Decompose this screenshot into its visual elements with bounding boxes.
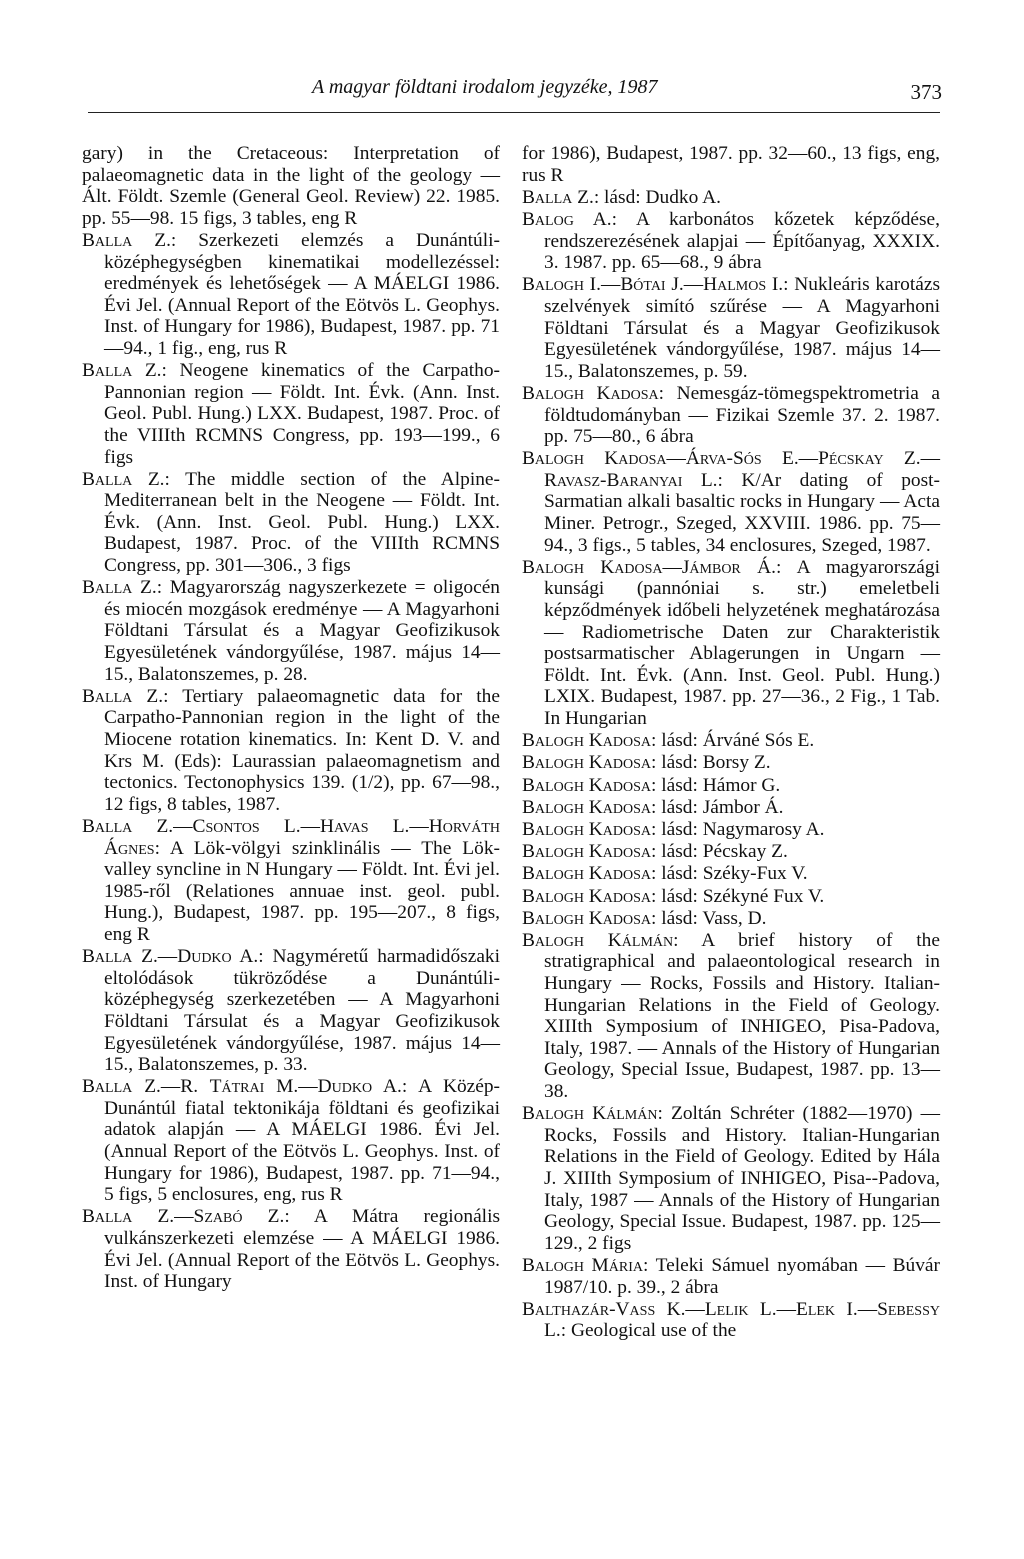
bibliography-entry [522,908,940,930]
entry-text: : Nemesgáz-tömegspektrometria a földtudományban — Fizikai Szemle 37. 2. 1987. pp. 75—80., 6 ábra [544,382,940,448]
bibliography-entry [82,1076,500,1206]
bibliography-entry [522,557,940,730]
bibliography-entry [522,730,940,752]
bibliography-entry [82,816,500,946]
entry-author: Balla Z.—Csontos L.—Havas L.—Horváth Ágnes [82,815,500,859]
entry-text: : lásd: Dudko A. [593,186,721,208]
bibliography-entry [522,797,940,819]
entry-author: Balogh I.—Bótai J.—Halmos I. [522,274,784,296]
bibliography-entry [522,1103,940,1254]
running-title: A magyar földtani irodalom jegyzéke, 1987 [312,76,658,98]
right-column [522,143,940,1343]
entry-author: Balogh Kadosa—Jámbor Á. [522,556,776,578]
bibliography-entry [522,841,940,863]
entry-author: Balla Z. [82,468,165,490]
entry-text: : Nagyméretű harmadidőszaki eltolódások tükröződése a Dunántúli-középhegység szerkezetében — A Magyarhoni Földtani Társulat és a Magyar Geofizikusok Egyesületének vándorgyűlése, 1987. május 14—15., Balatonszemes, p. 33. [104,946,501,1076]
entry-author: Balog A. [522,208,612,230]
entry-text: for 1986), Budapest, 1987. pp. 32—60., 13 figs, eng, rus R [522,143,940,186]
entry-author: Balogh Mária [522,1254,643,1276]
entry-author: Balla Z. [82,229,171,251]
bibliography-entry [522,209,940,274]
entry-author: Balla Z. [82,577,157,599]
bibliography-entry [522,1299,940,1342]
entry-text: : Neogene kinematics of the Carpatho-Pannonian region — Földt. Int. Évk. (Ann. Inst. Geol. Publ. Hung.) LXX. Budapest, 1987. Proc. of the VIIIth RCMNS Congress, pp. 193—199., 6 figs [104,360,500,468]
header-rule [88,112,940,113]
entry-text: : Teleki Sámuel nyomában — Búvár 1987/10. p. 39., 2 ábra [544,1254,940,1298]
bibliography-entry [82,469,500,577]
bibliography-entry [522,187,940,209]
entry-text: : lásd: Borsy Z. [651,752,771,774]
bibliography-entry [82,360,500,468]
entry-text: : lásd: Nagymarosy A. [651,818,825,840]
entry-author: Balogh Kadosa [522,774,652,796]
bibliography-entry [522,775,940,797]
entry-author: Balla Z. [82,360,162,382]
entry-text: : lásd: Hámor G. [651,774,781,796]
entry-text: : lásd: Jámbor Á. [651,796,784,818]
entry-author: Balogh Kadosa [522,863,652,885]
bibliography-entry [522,274,940,382]
bibliography-entry [82,143,500,229]
entry-text: : Szerkezeti elemzés a Dunántúli-középhegységben kinematikai modellezéssel: eredmények és lehetőségek — A MÁELGI 1986. Évi Jel. (Annual Report of the Eötvös L. Geophys. Inst. of Hungary for 1986), Budapest, 1987. pp. 71—94., 1 fig., eng, rus R [104,229,500,359]
entry-text: : A magyarországi kunsági (pannóniai s. str.) emeletbeli képződmények időbeli helyzetének meghatározása — Radiometrische Daten zur Charakteristik postsarmatischer Ablagerungen in Ungarn — Földt. Int. Évk. (Ann. Inst. Geol. Publ. Hung.) LXIX. Budapest, 1987. pp. 27—36., 2 Fig., 1 Tab. In Hungarian [544,556,940,729]
bibliography-entry [82,1206,500,1292]
entry-text: : Geological use of the [560,1320,737,1342]
entry-author: Balogh Kadosa [522,907,652,929]
entry-author: Balogh Kálmán [522,1103,658,1125]
bibliography-entry [522,1255,940,1298]
entry-text: : lásd: Vass, D. [651,907,767,929]
entry-author: Balla Z.—R. Tátrai M.—Dudko A. [82,1076,402,1098]
bibliography-entry [522,143,940,186]
entry-author: Balla Z.—Dudko A. [82,946,259,968]
entry-author: Balogh Kadosa—Árva-Sós E.—Pécskay Z.—Ravasz-Baranyai L. [522,448,940,491]
entry-text: : lásd: Pécskay Z. [651,841,788,863]
entry-text: gary) in the Cretaceous: Interpretation of palaeomagnetic data in the light of the geology — Ált. Földt. Szemle (General Geol. Review) 22. 1985. pp. 55—98. 15 figs, 3 tables, eng R [82,143,500,229]
entry-text: : lásd: Széky-Fux V. [651,863,808,885]
entry-text: : Magyarország nagyszerkezete = oligocén és miocén mozgások eredménye — A Magyarhoni Földtani Társulat és a Magyar Geofizikusok Egyesületének vándorgyűlése, 1987. május 14—15., Balatonszemes, p. 28. [104,577,500,685]
entry-author: Balla Z. [82,685,164,707]
entry-author: Balla Z.—Szabó Z. [82,1206,285,1228]
entry-author: Balogh Kadosa [522,885,652,907]
bibliography-entry [522,930,940,1103]
bibliography-entry [522,448,940,556]
entry-author: Balla Z. [522,186,594,208]
bibliography-entry [522,752,940,774]
page-number: 373 [910,80,942,104]
entry-author: Balogh Kadosa [522,841,652,863]
bibliography-entry [522,863,940,885]
entry-text: : A karbonátos kőzetek képződése, rendszerezésének alapjai — Építőanyag, XXXIX. 3. 1987. pp. 65—68., 9 ábra [544,208,940,274]
entry-author: Balogh Kadosa [522,752,652,774]
entry-text: : Zoltán Schréter (1882—1970) — Rocks, Fossils and History. Italian-Hungarian Relations in the Field of Geology. Edited by Hála J. XIIIth Symposium of INHIGEO, Pisa--Padova, Italy, 1987 — Annals of the History of Hungarian Geology, Special Issue. Budapest, 1987. pp. 125—129., 2 figs [544,1103,940,1254]
entry-author: Balogh Kadosa [522,730,652,752]
bibliography-entry [82,230,500,360]
entry-author: Balogh Kálmán [522,929,674,951]
page-header [82,76,942,112]
entry-text: : lásd: Árváné Sós E. [651,730,815,752]
entry-author: Balogh Kadosa [522,796,652,818]
entry-text: : A Lök-völgyi szinklinális — The Lök-valley syncline in N Hungary — Földt. Int. Évi jel. 1985-ről (Relationes annuae inst. geol. publ. Hung.), Budapest, 1987. pp. 195—207., 8 figs, eng R [104,837,500,945]
entry-text: : The middle section of the Alpine-Mediterranean belt in the Neogene — Földt. Int. Évk. (Ann. Inst. Geol. Publ. Hung.) LXX. Budapest, 1987. Proc. of the VIIIth RCMNS Congress, pp. 301—306., 3 figs [104,468,500,577]
bibliography-entry [82,686,500,816]
entry-text: : Nukleáris karotázs szelvények simító szűrése — A Magyarhoni Földtani Társulat és a Magyar Geofizikusok Egyesületének vándorgyűlése, 1987. május 14—15., Balatonszemes, p. 59. [544,274,940,382]
entry-text: : lásd: Székyné Fux V. [651,885,825,907]
bibliography-entry [522,383,940,448]
entry-text: : Tertiary palaeomagnetic data for the Carpatho-Pannonian region in the light of the Miocene rotation kinematics. In: Kent D. V. and Krs M. (Eds): Laurassian palaeomagnetism and tectonics. Tectonophysics 139. (1/2), pp. 67—98., 12 figs, 8 tables, 1987. [104,685,500,815]
entry-author: Balogh Kadosa [522,382,659,404]
left-column [82,143,500,1293]
bibliography-entry [82,577,500,685]
entry-text: : A Közép-Dunántúl fiatal tektonikája földtani és geofizikai adatok alapján — A MÁELGI 1986. Évi Jel. (Annual Report of the Eötvös L. Geophys. Inst. of Hungary for 1986), Budapest, 1987. pp. 71—94., 5 figs, 5 enclosures, eng, rus R [104,1076,501,1206]
entry-text: : A brief history of the stratigraphical and palaeontological research in Hungary — Rocks, Fossils and History. Italian-Hungarian Relations in the Field of Geology. XIIIth Symposium of INHIGEO, Pisa-Padova, Italy, 1987. — Annals of the History of Hungarian Geology, Special Issue, Budapest, 1987. pp. 13—38. [544,929,940,1103]
entry-author: Balthazár-Vass K.—Lelik L.—Elek I.—Sebessy L. [522,1298,940,1342]
entry-text: : K/Ar dating of post-Sarmatian alkali basaltic rocks in Hungary — Acta Miner. Petrogr., Szeged, XXVIII. 1986. pp. 75—94., 3 figs., 5 tables, 34 enclosures, Szeged, 1987. [544,469,940,556]
entry-text: : A Mátra regionális vulkánszerkezeti elemzése — A MÁELGI 1986. Évi Jel. (Annual Report of the Eötvös L. Geophys. Inst. of Hungary [104,1206,501,1293]
bibliography-entry [82,946,500,1076]
entry-author: Balogh Kadosa [522,818,652,840]
bibliography-entry [522,819,940,841]
bibliography-entry [522,886,940,908]
